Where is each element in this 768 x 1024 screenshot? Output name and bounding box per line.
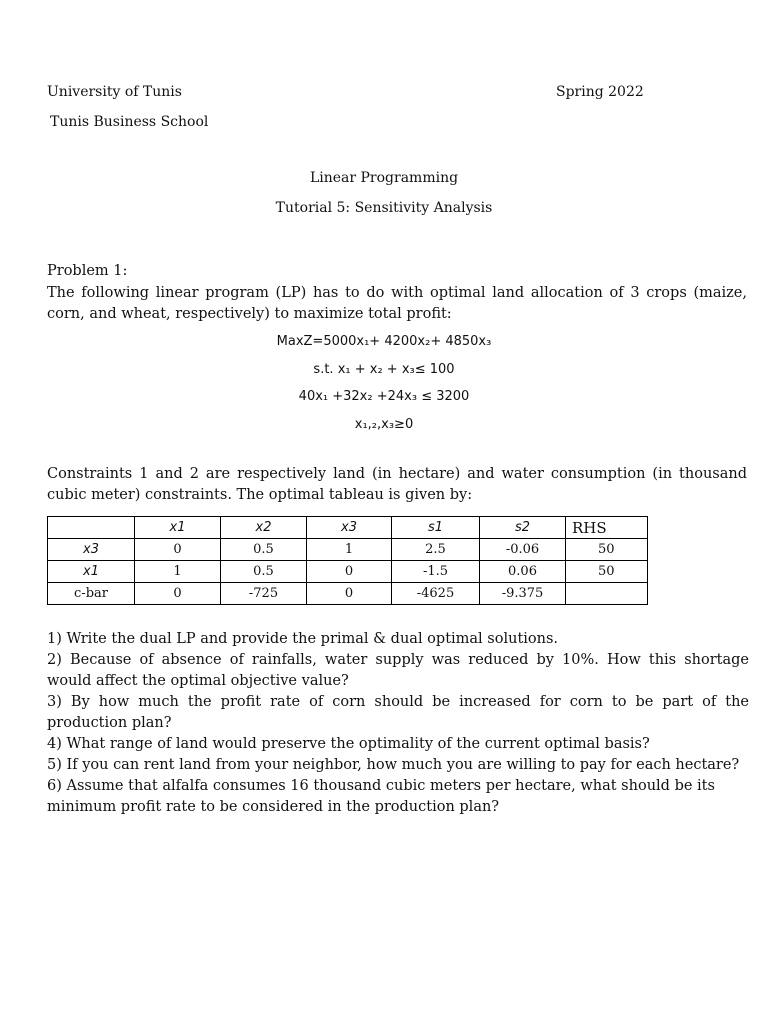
tableau-row-label: x1	[48, 561, 135, 583]
course-title: Linear Programming	[309, 170, 459, 186]
tableau-row	[48, 539, 648, 561]
tableau-cell: 2.5	[392, 539, 480, 561]
question-item: 1) Write the dual LP and provide the primal & dual optimal solutions.	[47, 631, 559, 647]
tableau-row	[48, 561, 648, 583]
tableau-cell: 1	[307, 539, 392, 561]
tableau-cell: 0	[135, 539, 221, 561]
question-item: 2) Because of absence of rainfalls, water supply was reduced by 10%. How this shortage would affect the optimal objective value?	[47, 652, 749, 689]
tableau-cell: 0.5	[221, 539, 307, 561]
questions-list	[47, 629, 749, 818]
constraint-water: 40x₁ +32x₂ +24x₃ ≤ 3200	[298, 389, 470, 404]
question-item: 4) What range of land would preserve the optimality of the current optimal basis?	[47, 736, 650, 752]
tableau-header-cell: RHS	[566, 517, 648, 539]
tableau-cell	[566, 583, 648, 605]
tableau-cell: 0	[135, 583, 221, 605]
problem-heading: Problem 1:	[47, 263, 128, 279]
problem-intro: The following linear program (LP) has to do with optimal land allocation of 3 crops (maize, corn, and wheat, respectively) to maximize total profit:	[47, 285, 747, 322]
tableau-cell: 0	[307, 561, 392, 583]
question-item: 6) Assume that alfalfa consumes 16 thousand cubic meters per hectare, what should be its minimum profit rate to be considered in the production plan?	[47, 778, 715, 815]
question-item: 5) If you can rent land from your neighbor, how much you are willing to pay for each hectare?	[47, 757, 740, 773]
university-name: University of Tunis	[47, 84, 182, 100]
tableau-cell: -4625	[392, 583, 480, 605]
tableau-header-cell	[48, 517, 135, 539]
tableau-cell: -0.06	[480, 539, 566, 561]
tableau-header-cell: s1	[392, 517, 480, 539]
tableau-cell: -725	[221, 583, 307, 605]
nonnegativity-constraint: x₁,₂,x₃≥0	[354, 417, 414, 432]
tableau-row-label: c-bar	[48, 583, 135, 605]
tableau-cell: -9.375	[480, 583, 566, 605]
tableau-header-row	[48, 517, 648, 539]
tableau-header-cell: x3	[307, 517, 392, 539]
constraint-land: s.t. x₁ + x₂ + x₃≤ 100	[313, 362, 455, 377]
tableau-header-cell: s2	[480, 517, 566, 539]
tableau-cell: 0.5	[221, 561, 307, 583]
tableau-cell: 0.06	[480, 561, 566, 583]
objective-function: MaxZ=5000x₁+ 4200x₂+ 4850x₃	[276, 334, 492, 349]
optimal-tableau	[47, 516, 648, 605]
question-item: 3) By how much the profit rate of corn should be increased for corn to be part of the production plan?	[47, 694, 749, 731]
constraints-note: Constraints 1 and 2 are respectively land (in hectare) and water consumption (in thousand cubic meter) constraints. The optimal tableau is given by:	[47, 466, 747, 503]
tableau-cell: -1.5	[392, 561, 480, 583]
tableau-row	[48, 583, 648, 605]
tableau-header-cell: x2	[221, 517, 307, 539]
tableau-cell: 50	[566, 539, 648, 561]
tableau-header-cell: x1	[135, 517, 221, 539]
tableau-row-label: x3	[48, 539, 135, 561]
tutorial-title: Tutorial 5: Sensitivity Analysis	[275, 200, 493, 216]
tableau-cell: 1	[135, 561, 221, 583]
tableau-cell: 50	[566, 561, 648, 583]
tableau-cell: 0	[307, 583, 392, 605]
term-label: Spring 2022	[556, 84, 644, 100]
school-name: Tunis Business School	[50, 114, 209, 130]
